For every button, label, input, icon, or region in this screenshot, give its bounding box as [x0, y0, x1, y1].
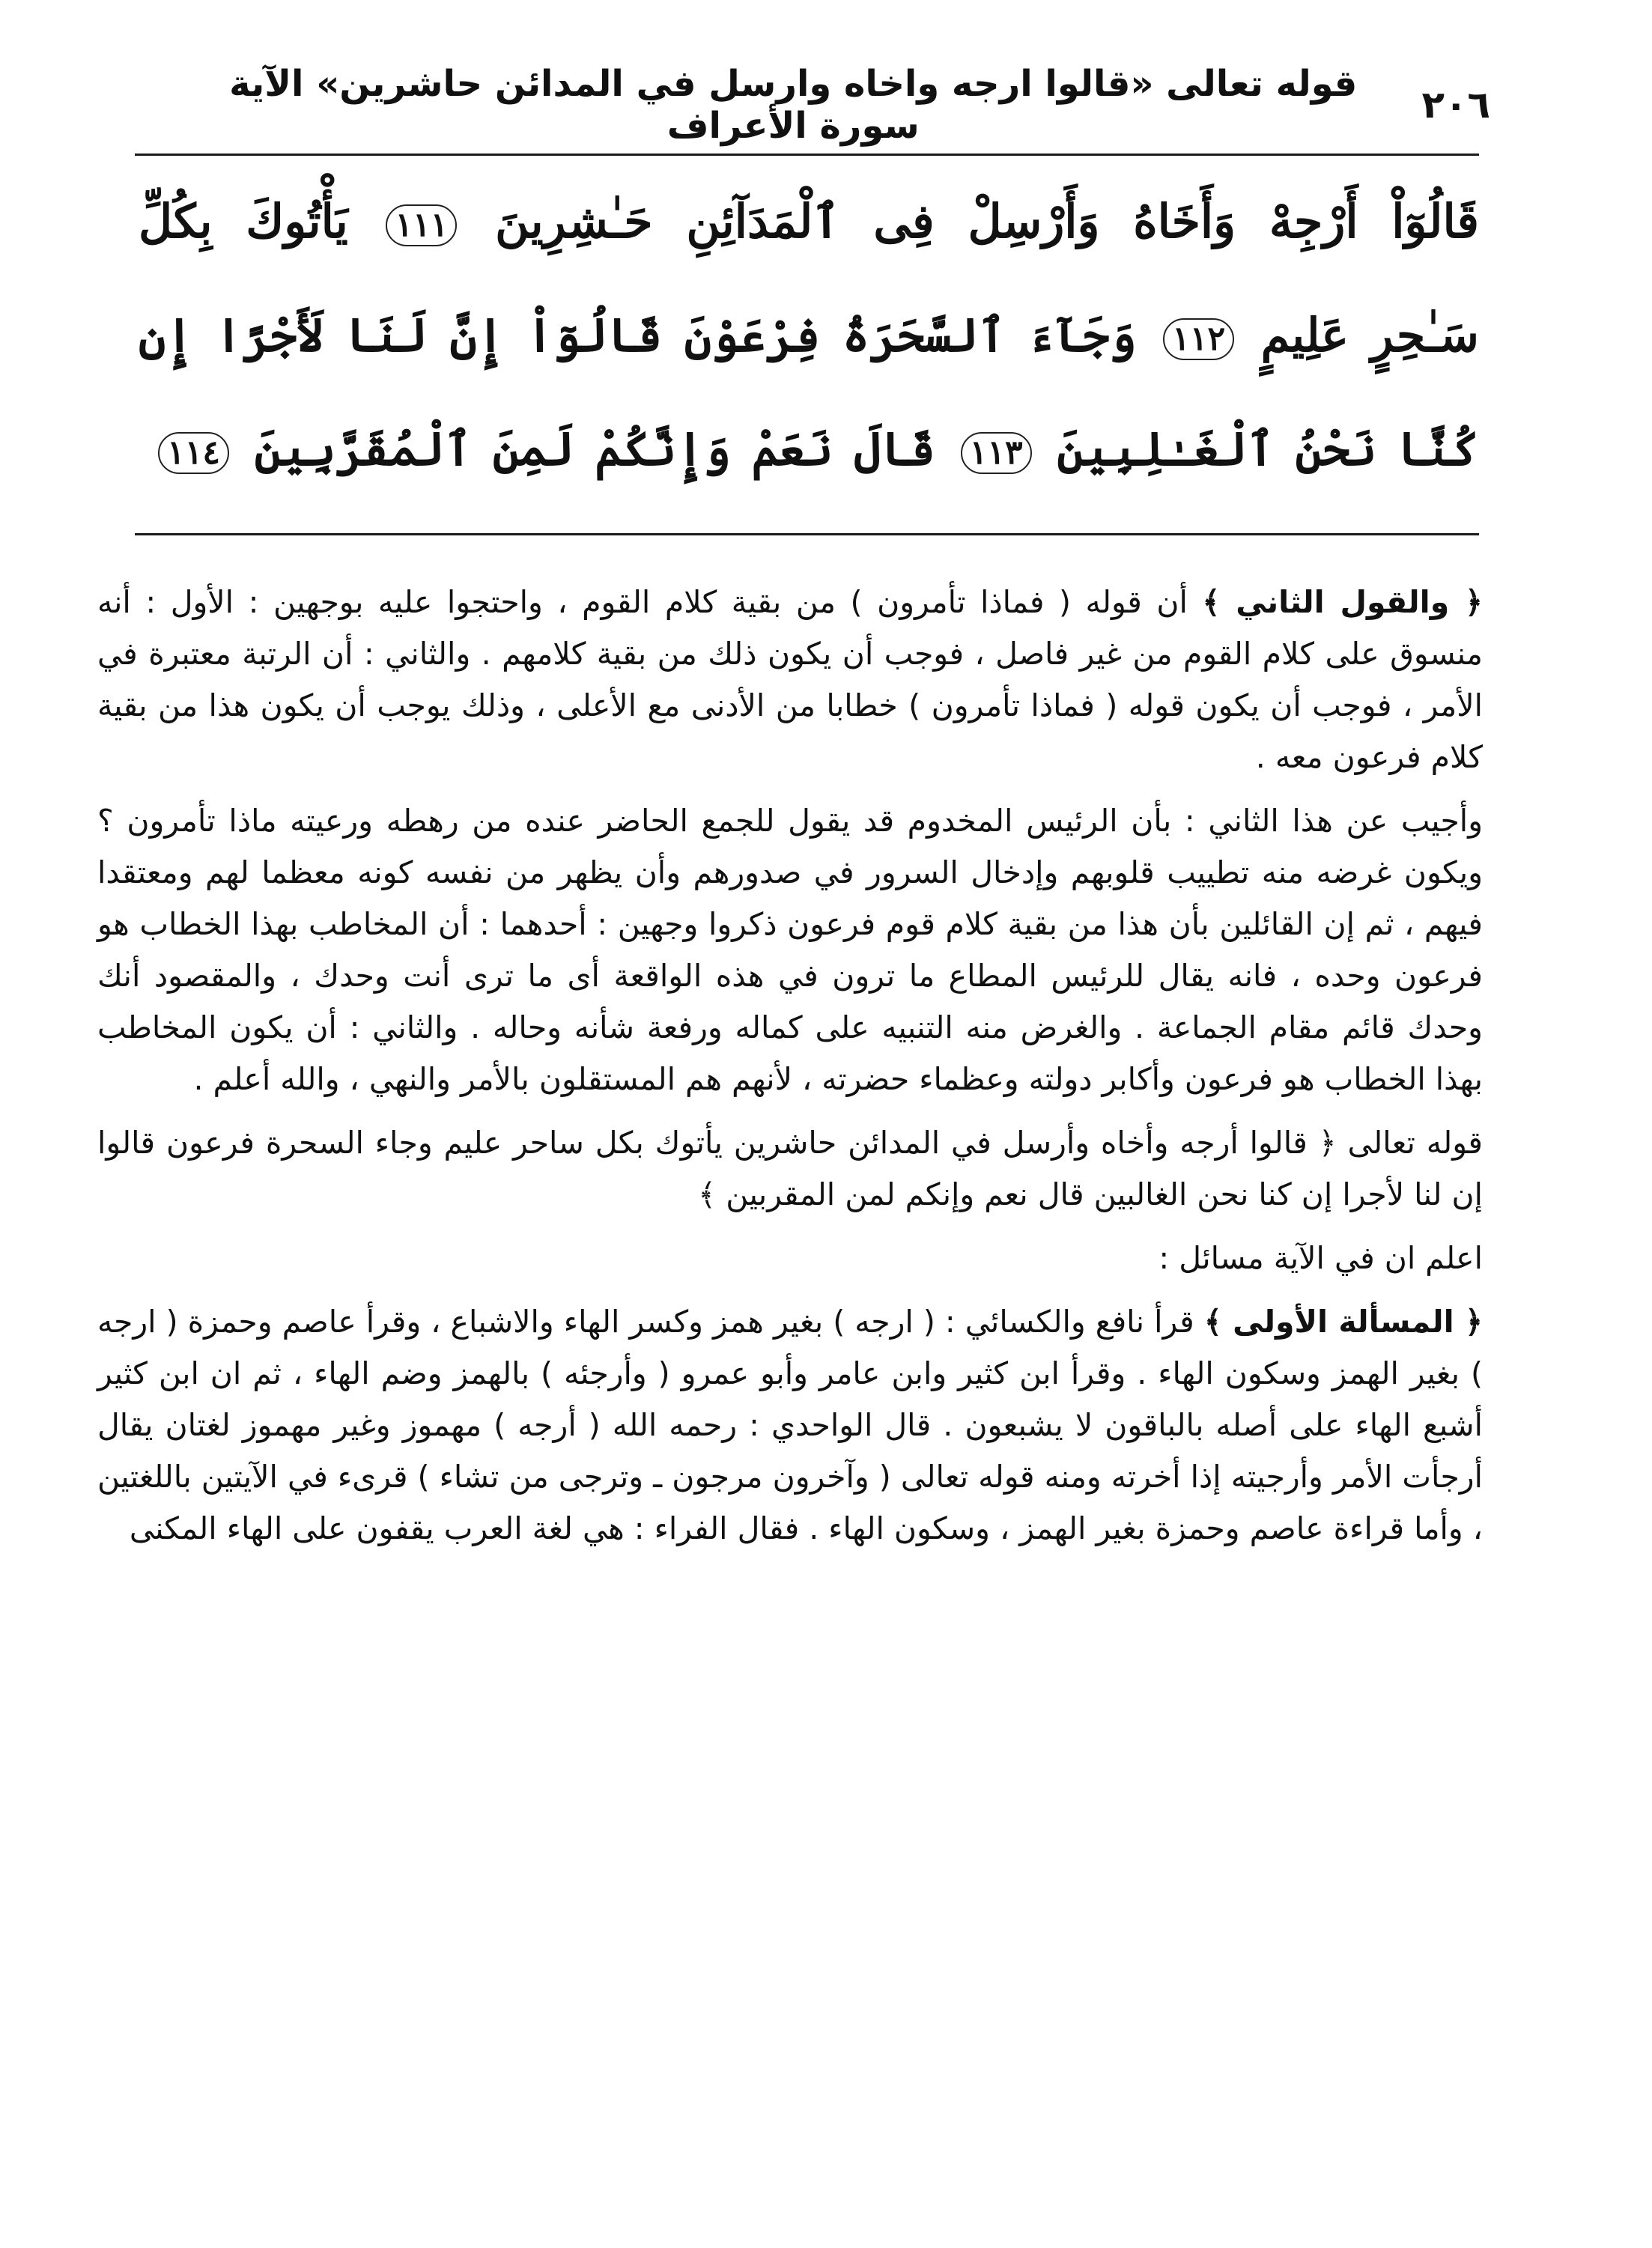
verse-112-text: يَأْتُوكَ بِكُلِّ سَـٰحِرٍ عَلِيمٍ: [139, 194, 1479, 362]
paragraph-text: اعلم ان في الآية مسائل :: [1158, 1240, 1483, 1276]
paragraph-text: أن قوله ( فماذا تأمرون ) من بقية كلام القوم ، واحتجوا عليه بوجهين : الأول : أنه منسوق على كلام القوم من غير فاصل ، فوجب أن يكون ذلك من بقية كلامهم . والثاني : أن الرتبة معتبرة في الأمر ، فوجب أن يكون قوله ( فماذا تأمرون ) خطابا من الأدنى مع الأعلى ، وذلك يوجب أن يكون هذا من بقية كلام فرعون معه .: [97, 584, 1483, 775]
ayah-marker-111: ١١١: [386, 204, 457, 246]
verse-111-text: قَالُوٓاْ أَرْجِهْ وَأَخَاهُ وَأَرْسِلْ فِى ٱلْمَدَآئِنِ حَـٰشِرِينَ: [495, 194, 1479, 249]
running-title: قوله تعالى «قالوا ارجه واخاه وارسل في المدائن حاشرين» الآية سورة الأعراف: [229, 63, 1358, 147]
paragraph-text: وأجيب عن هذا الثاني : بأن الرئيس المخدوم قد يقول للجمع الحاضر عنده من رهطه ورعيته ماذا تأمرون ؟ ويكون غرضه منه تطييب قلوبهم وإدخال السرور في صدورهم وأن يظهر من نفسه كونه معظما لهم ومعتقدا فيهم ، ثم إن القائلين بأن هذا من بقية كلام قوم فرعون ذكروا وجهين : أحدهما : أن المخاطب بهذا الخطاب هو فرعون وحده ، فانه يقال للرئيس المطاع ما ترون في هذه الواقعة أى ما ترى أنت وحدك ، والمقصود أنك وحدك قائم مقام الجماعة . والغرض منه التنبيه على كماله ورفعة شأنه وحاله . والثاني : أن يكون المخاطب بهذا الخطاب هو فرعون وأكابر دولته وعظماء حضرته ، لأنهم هم المستقلون بالأمر والنهي ، والله أعلم .: [97, 803, 1483, 1097]
paragraph-lead-first-issue: ﴿ المسألة الأولى ﴾: [1203, 1304, 1483, 1340]
quran-verses-block: [139, 165, 1479, 506]
verses-rule: [135, 533, 1479, 535]
paragraph-first-issue: [97, 1296, 1483, 1555]
ayah-marker-113: ١١٣: [961, 432, 1032, 474]
verse-113-text: وَجَآءَ ٱلسَّحَرَةُ فِرْعَوْنَ قَالُوٓاْ إِنَّ لَنَا لَأَجْرًا إِن كُنَّا نَحْنُ ٱلْغَـٰلِبِينَ: [139, 308, 1479, 476]
paragraph-issues-intro: [97, 1233, 1483, 1284]
commentary-body: [97, 577, 1483, 1567]
header-rule: [135, 154, 1479, 156]
paragraph-verse-quote: [97, 1117, 1483, 1221]
paragraph-second-opinion: [97, 577, 1483, 783]
page-number: ٢٠٦: [1421, 83, 1490, 127]
ayah-marker-114: ١١٤: [158, 432, 229, 474]
verse-114-text: قَالَ نَعَمْ وَإِنَّكُمْ لَمِنَ ٱلْمُقَرَّبِينَ: [254, 422, 936, 476]
paragraph-reply: [97, 795, 1483, 1105]
paragraph-text: قرأ نافع والكسائي : ( ارجه ) بغير همز وكسر الهاء والاشباع ، وقرأ عاصم وحمزة ( ارجه ) بغير الهمز وسكون الهاء . وقرأ ابن كثير وابن عامر وأبو عمرو ( وأرجئه ) بالهمز وضم الهاء ، ثم ان ابن كثير أشبع الهاء على أصله بالباقون لا يشبعون . قال الواحدي : رحمه الله ( أرجه ) مهموز وغير مهموز لغتان يقال أرجأت الأمر وأرجيته إذا أخرته ومنه قوله تعالى ( وآخرون مرجون ـ وترجى من تشاء ) قرىء في الآيتين باللغتين ، وأما قراءة عاصم وحمزة بغير الهمز ، وسكون الهاء . فقال الفراء : هي لغة العرب يقفون على الهاء المكنى: [97, 1304, 1483, 1546]
paragraph-text: قوله تعالى ﴿ قالوا أرجه وأخاه وأرسل في المدائن حاشرين يأتوك بكل ساحر عليم وجاء السحرة فرعون قالوا إن لنا لأجرا إن كنا نحن الغالبين قال نعم وإنكم لمن المقربين ﴾: [97, 1125, 1483, 1212]
page-header: [202, 63, 1490, 147]
paragraph-lead-second-opinion: ﴿ والقول الثاني ﴾: [1202, 584, 1483, 620]
ayah-marker-112: ١١٢: [1163, 318, 1234, 360]
